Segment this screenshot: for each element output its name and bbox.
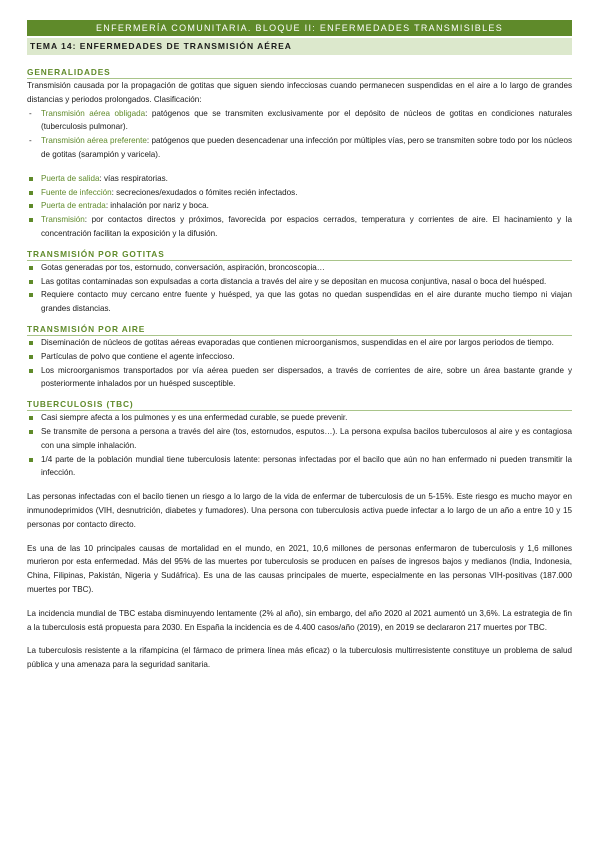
list-item: Puerta de entrada: inhalación por nariz y boca. [27, 199, 572, 213]
list-item: Gotas generadas por tos, estornudo, conversación, aspiración, broncoscopia… [27, 261, 572, 275]
term: Puerta de salida [41, 173, 100, 183]
list-item: Requiere contacto muy cercano entre fuente y huésped, ya que las gotas no quedan suspendidas en el aire durante mucho tiempo ni viajan grandes distancias. [27, 288, 572, 316]
list-item: Diseminación de núcleos de gotitas aéreas evaporadas que contienen microorganismos, suspendidas en el aire por largos periodos de tiempo. [27, 336, 572, 350]
term: Transmisión [41, 215, 85, 225]
list-item: Transmisión: por contactos directos y próximos, favorecida por espacios cerrados, temperatura y corrientes de aire. El hacinamiento y la concentración facilitan la exposición y la difusión. [27, 213, 572, 241]
list-item: Fuente de infección: secreciones/exudados o fómites recién infectados. [27, 186, 572, 200]
list-item: Puerta de salida: vías respiratorias. [27, 172, 572, 186]
list-item: Los microorganismos transportados por vía aérea pueden ser dispersados, a través de corrientes de aire, sobre un área bastante grande y posteriormente inhalados por un huésped susceptible. [27, 364, 572, 392]
tbc-paragraph: La incidencia mundial de TBC estaba disminuyendo lentamente (2% al año), sin embargo, del año 2020 al 2021 aumentó un 3,6%. La estrategia de fin a la tuberculosis está propuesta para 2030. En España la incidencia es de 4.400 casos/año (2019), en 2019 se declararon 217 muertes por TBC. [27, 608, 572, 632]
list-item: 1/4 parte de la población mundial tiene tuberculosis latente: personas infectadas por el bacilo que aún no han enfermado ni pueden transmitir la infección. [27, 453, 572, 481]
section-title-tbc: TUBERCULOSIS (TBC) [27, 399, 572, 411]
gotitas-list [27, 261, 572, 316]
list-item: - Transmisión aérea obligada: patógenos que se transmiten exclusivamente por el depósito de núcleos de gotitas en condiciones naturales (tuberculosis pulmonar). [27, 107, 572, 135]
section-title-generalidades: GENERALIDADES [27, 67, 572, 79]
term: Transmisión aérea obligada [41, 108, 146, 118]
term: Fuente de infección [41, 187, 112, 197]
list-item: Las gotitas contaminadas son expulsadas a corta distancia a través del aire y se depositan en mucosa conjuntiva, nasal o boca del huésped. [27, 275, 572, 289]
section-title-aire: TRANSMISIÓN POR AIRE [27, 324, 572, 336]
list-item: - Transmisión aérea preferente: patógenos que pueden desencadenar una infección por múltiples vías, pero se transmiten sobre todo por los núcleos de gotitas (sarampión y varicela). [27, 134, 572, 162]
topic-title: TEMA 14: ENFERMEDADES DE TRANSMISIÓN AÉREA [27, 38, 572, 55]
list-item: Se transmite de persona a persona a través del aire (tos, estornudos, esputos…). La persona expulsa bacilos tuberculosos al aire y es contagiosa con una simple inhalación. [27, 425, 572, 453]
aire-list [27, 336, 572, 391]
generalidades-intro: Transmisión causada por la propagación de gotitas que siguen siendo infecciosas cuando permanecen suspendidas en el aire a lo largo de grandes distancias y periodos prolongados. Clasificación: [27, 81, 572, 104]
list-item: Partículas de polvo que contiene el agente infeccioso. [27, 350, 572, 364]
puntos-list [27, 172, 572, 241]
term: Transmisión aérea preferente [41, 136, 147, 146]
term: Puerta de entrada [41, 201, 106, 211]
tbc-paragraph: La tuberculosis resistente a la rifampicina (el fármaco de primera línea más eficaz) o la tuberculosis multirresistente constituye un problema de salud pública y una amenaza para la seguridad sanitaria. [27, 646, 572, 670]
document-page [27, 20, 572, 672]
course-banner: ENFERMERÍA COMUNITARIA. BLOQUE II: ENFERMEDADES TRANSMISIBLES [27, 20, 572, 36]
tbc-paragraph: Es una de las 10 principales causas de mortalidad en el mundo, en 2021, 10,6 millones de personas enfermaron de tuberculosis y 1,6 millones murieron por esta enfermedad. Más del 95% de las muertes por tuberculosis se producen en países de ingresos bajos y medianos (India, Indonesia, China, Filipinas, Pakistán, Nigeria y Sudáfrica). Es una de las causas principales de muerte, especialmente en las personas VIH-positivas (187.000 muertes por TBC). [27, 543, 572, 594]
tbc-list [27, 411, 572, 480]
list-item: Casi siempre afecta a los pulmones y es una enfermedad curable, se puede prevenir. [27, 411, 572, 425]
clasificacion-list [27, 107, 572, 162]
section-title-gotitas: TRANSMISIÓN POR GOTITAS [27, 249, 572, 261]
tbc-paragraph: Las personas infectadas con el bacilo tienen un riesgo a lo largo de la vida de enfermar de tuberculosis de un 5-15%. Este riesgo es mucho mayor en inmunodeprimidos (VIH, desnutrición, diabetes y fumadores). Una persona con tuberculosis activa puede infectar a lo largo de un año a entre 10 y 15 personas por contacto directo. [27, 492, 572, 529]
